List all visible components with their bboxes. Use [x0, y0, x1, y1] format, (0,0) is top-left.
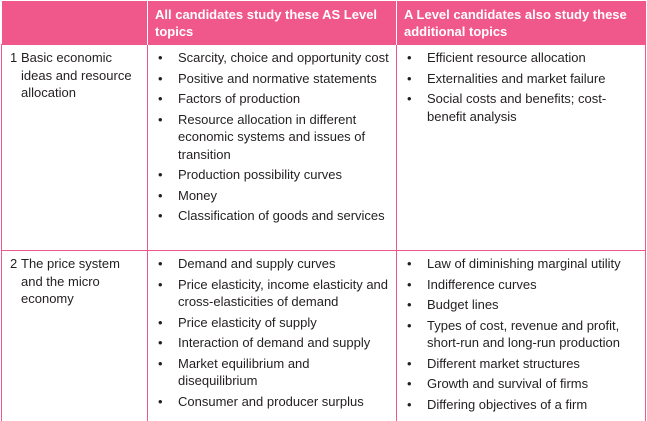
- list-item-text: Price elasticity of supply: [178, 314, 317, 330]
- as-level-topic-list: [156, 49, 390, 225]
- bullet-icon: •: [407, 70, 412, 86]
- header-as-level-topics: All candidates study these AS Level topics: [148, 1, 397, 45]
- bullet-icon: •: [407, 376, 412, 391]
- as-level-topics-cell: [148, 251, 397, 421]
- bullet-icon: •: [158, 50, 163, 65]
- syllabus-topics-table: [1, 1, 646, 421]
- topic-cell: [2, 251, 148, 421]
- list-item: [156, 49, 390, 67]
- list-item-text: Factors of production: [178, 91, 301, 106]
- list-item: [156, 276, 390, 311]
- list-item: [156, 207, 390, 225]
- table-row: [2, 45, 646, 251]
- bullet-icon: •: [407, 355, 412, 371]
- topic-name: The price system and the micro economy: [21, 256, 120, 306]
- list-item: [156, 187, 390, 205]
- bullet-icon: •: [158, 70, 163, 86]
- list-item: [156, 111, 390, 164]
- list-item: [405, 396, 639, 414]
- a-level-topic-list: [405, 49, 639, 125]
- list-item-text: Positive and normative statements: [178, 70, 377, 86]
- list-item: [405, 70, 639, 88]
- bullet-icon: •: [407, 297, 412, 312]
- list-item-text: Scarcity, choice and opportunity cost: [178, 50, 389, 65]
- a-level-topics-cell: [397, 45, 646, 251]
- list-item: [156, 334, 390, 352]
- list-item: [405, 317, 639, 352]
- list-item: [405, 276, 639, 294]
- list-item: [405, 355, 639, 373]
- header-topic-column: [2, 1, 148, 45]
- list-item: [405, 49, 639, 67]
- list-item-text: Consumer and producer surplus: [178, 393, 364, 409]
- bullet-icon: •: [407, 256, 412, 271]
- a-level-topics-cell: [397, 251, 646, 421]
- list-item: [156, 393, 390, 411]
- list-item: [156, 355, 390, 390]
- list-item-text: Efficient resource allocation: [427, 50, 586, 65]
- list-item-text: Money: [178, 187, 218, 203]
- bullet-icon: •: [158, 208, 163, 223]
- bullet-icon: •: [158, 276, 163, 292]
- list-item: [405, 296, 639, 314]
- topic-number: 1: [10, 50, 18, 65]
- list-item-text: Different market structures: [427, 355, 580, 371]
- list-item-text: Social costs and benefits; cost-benefit analysis: [427, 91, 607, 124]
- list-item-text: Price elasticity, income elasticity and cross-elasticities of demand: [178, 276, 389, 309]
- list-item-text: Market equilibrium and disequilibrium: [178, 355, 310, 388]
- table-header-row: [2, 1, 646, 45]
- list-item: [156, 314, 390, 332]
- bullet-icon: •: [158, 91, 163, 106]
- list-item-text: Resource allocation in different economic systems and issues of transition: [178, 111, 366, 162]
- list-item-text: Budget lines: [427, 297, 499, 312]
- table-row: [2, 251, 646, 421]
- list-item-text: Law of diminishing marginal utility: [427, 256, 621, 271]
- as-level-topic-list: [156, 255, 390, 410]
- as-level-topics-cell: [148, 45, 397, 251]
- bullet-icon: •: [158, 314, 163, 330]
- bullet-icon: •: [407, 276, 412, 292]
- bullet-icon: •: [158, 335, 163, 350]
- topic-name: Basic economic ideas and resource allocation: [21, 50, 132, 100]
- list-item-text: Externalities and market failure: [427, 70, 606, 86]
- bullet-icon: •: [158, 111, 163, 127]
- list-item-text: Growth and survival of firms: [427, 376, 589, 391]
- list-item: [405, 375, 639, 393]
- header-a-level-topics: A Level candidates also study these additional topics: [397, 1, 646, 45]
- bullet-icon: •: [158, 256, 163, 271]
- list-item: [156, 90, 390, 108]
- bullet-icon: •: [407, 396, 412, 412]
- list-item-text: Indifference curves: [427, 276, 537, 292]
- bullet-icon: •: [158, 167, 163, 182]
- list-item: [405, 90, 639, 125]
- list-item-text: Classification of goods and services: [178, 208, 385, 223]
- bullet-icon: •: [158, 187, 163, 203]
- topic-number: 2: [10, 256, 18, 271]
- bullet-icon: •: [158, 393, 163, 409]
- list-item-text: Demand and supply curves: [178, 256, 336, 271]
- bullet-icon: •: [158, 355, 163, 371]
- list-item-text: Types of cost, revenue and profit, short-run and long-run production: [427, 317, 620, 350]
- list-item: [405, 255, 639, 273]
- bullet-icon: •: [407, 317, 412, 333]
- list-item: [156, 255, 390, 273]
- list-item-text: Differing objectives of a firm: [427, 396, 588, 412]
- list-item: [156, 70, 390, 88]
- a-level-topic-list: [405, 255, 639, 413]
- topic-cell: [2, 45, 148, 251]
- list-item-text: Production possibility curves: [178, 167, 343, 182]
- bullet-icon: •: [407, 91, 412, 106]
- bullet-icon: •: [407, 50, 412, 65]
- list-item: [156, 166, 390, 184]
- list-item-text: Interaction of demand and supply: [178, 335, 371, 350]
